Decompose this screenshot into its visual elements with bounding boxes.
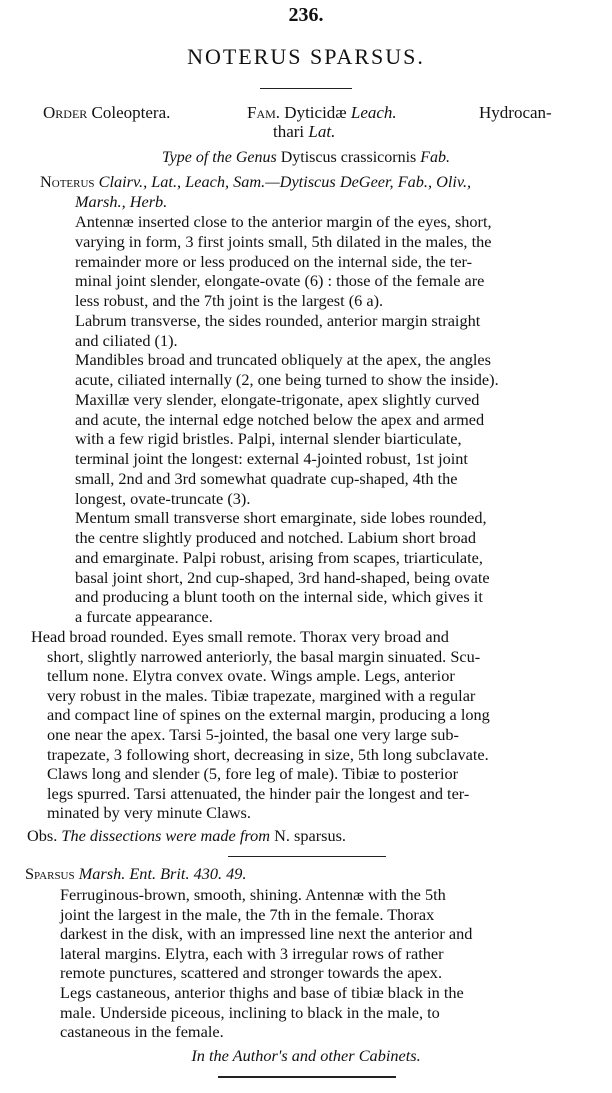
characters-line-8: Claws long and slender (5, fore leg of male). Tibiæ to posterior	[47, 764, 459, 784]
species-heading	[25, 864, 247, 884]
description-line-18: and emarginate. Palpi robust, arising from scapes, triarticulate,	[75, 547, 483, 567]
obs-label: Obs.	[27, 826, 58, 845]
page-number: 236.	[288, 4, 324, 26]
title-rule	[260, 88, 352, 89]
species-name: Sparsus	[25, 864, 75, 883]
genus-synonymy: Clairv., Lat., Leach, Sam.—Dytiscus DeGeer, Fab., Oliv.,	[98, 172, 472, 191]
description-line-21: a furcate appearance.	[75, 607, 213, 626]
species-line-7: male. Underside piceous, inclining to black in the male, to	[60, 1002, 440, 1022]
type-species: Dytiscus crassicornis	[280, 149, 417, 166]
description-line-15: longest, ovate-truncate (3).	[75, 488, 251, 508]
cabinet-note: In the Author's and other Cabinets.	[191, 1046, 421, 1065]
species-line-8: castaneous in the female.	[60, 1022, 224, 1042]
genus-line-2: Marsh., Herb.	[75, 192, 168, 211]
characters-line-7: trapezate, 3 following short, decreasing in size, 5th long subclavate.	[47, 744, 489, 764]
section-rule-1	[228, 856, 386, 857]
order-label: Order	[43, 103, 88, 122]
characters-line-9: legs spurred. Tarsi attenuated, the hinder pair the longest and ter-	[47, 783, 470, 803]
description-line-6: Labrum transverse, the sides rounded, anterior margin straight	[75, 310, 481, 330]
genus-name: Noterus	[40, 172, 95, 191]
type-of-genus	[0, 148, 612, 168]
species-line-5: remote punctures, scattered and stronger towards the apex.	[60, 963, 443, 983]
end-rule	[218, 1076, 396, 1078]
order-value: Coleoptera.	[91, 103, 171, 122]
description-line-8: Mandibles broad and truncated obliquely at the apex, the angles	[75, 350, 491, 370]
description-line-1: Antennæ inserted close to the anterior margin of the eyes, short,	[75, 212, 492, 231]
group-line-2	[273, 122, 335, 142]
species-reference: Marsh. Ent. Brit. 430. 49.	[78, 864, 247, 883]
obs-line	[27, 826, 346, 846]
species-line-1: Ferruginous-brown, smooth, shining. Antennæ with the 5th	[60, 885, 446, 904]
order-line	[43, 103, 170, 123]
family-line	[247, 103, 397, 123]
characters-line-5: and compact line of spines on the external margin, producing a long	[47, 705, 490, 725]
description-line-17: the centre slightly produced and notched. Labium short broad	[75, 528, 477, 547]
characters-line-10: minated by very minute Claws.	[47, 803, 251, 823]
obs-text: The dissections were made from	[61, 826, 271, 845]
obs-species: N. sparsus.	[274, 826, 346, 845]
characters-line-4: very robust in the males. Tibiæ trapezate, margined with a regular	[47, 685, 476, 705]
description-line-14: small, 2nd and 3rd somewhat quadrate cup-shaped, 4th the	[75, 468, 458, 488]
description-line-9: acute, ciliated internally (2, one being turned to show the inside).	[75, 370, 499, 389]
description-line-19: basal joint short, 2nd cup-shaped, 3rd hand-shaped, being ovate	[75, 567, 490, 587]
species-line-6: Legs castaneous, anterior thighs and base of tibiæ black in the	[60, 983, 464, 1002]
family-value: Dyticidæ	[284, 103, 347, 122]
family-label: Fam.	[247, 103, 281, 122]
description-line-3: remainder more or less produced on the internal side, the ter-	[75, 251, 473, 271]
genus-line-1	[40, 172, 471, 192]
characters-line-2: short, slightly narrowed anteriorly, the basal margin sinuated. Scu-	[47, 646, 481, 666]
description-line-12: with a few rigid bristles. Palpi, internal slender biarticulate,	[75, 429, 462, 449]
description-line-2: varying in form, 3 first joints small, 5th dilated in the males, the	[75, 231, 492, 251]
species-line-3: darkest in the disk, with an impressed line next the anterior and	[60, 924, 473, 944]
description-line-13: terminal joint the longest: external 4-jointed robust, 1st joint	[75, 449, 468, 468]
characters-line-3: tellum none. Elytra convex ovate. Wings ample. Legs, anterior	[47, 666, 455, 686]
group-author: Lat.	[308, 122, 336, 141]
description-line-11: and acute, the internal edge notched below the apex and armed	[75, 409, 485, 429]
family-author: Leach.	[350, 103, 397, 122]
species-line-4: lateral margins. Elytra, each with 3 irregular rows of rather	[60, 943, 444, 963]
page-title: NOTERUS SPARSUS.	[187, 44, 425, 69]
characters-line-1: Head broad rounded. Eyes small remote. Thorax very broad and	[31, 627, 449, 646]
type-author: Fab.	[420, 149, 451, 166]
description-line-4: minal joint slender, elongate-ovate (6) : those of the female are	[75, 271, 485, 291]
group-name-end: thari	[273, 122, 305, 141]
type-prefix: Type of the Genus	[161, 149, 277, 166]
group-line-1: Hydrocan-	[479, 103, 552, 122]
description-line-7: and ciliated (1).	[75, 330, 178, 350]
description-line-5: less robust, and the 7th joint is the largest (6 a).	[75, 291, 384, 310]
description-line-16: Mentum small transverse short emarginate, side lobes rounded,	[75, 508, 487, 528]
characters-line-6: one near the apex. Tarsi 5-jointed, the basal one very large sub-	[47, 725, 459, 744]
description-line-10: Maxillæ very slender, elongate-trigonate, apex slightly curved	[75, 389, 480, 409]
species-line-2: joint the largest in the male, the 7th in the female. Thorax	[60, 904, 435, 924]
description-line-20: and producing a blunt tooth on the internal side, which gives it	[75, 587, 483, 607]
